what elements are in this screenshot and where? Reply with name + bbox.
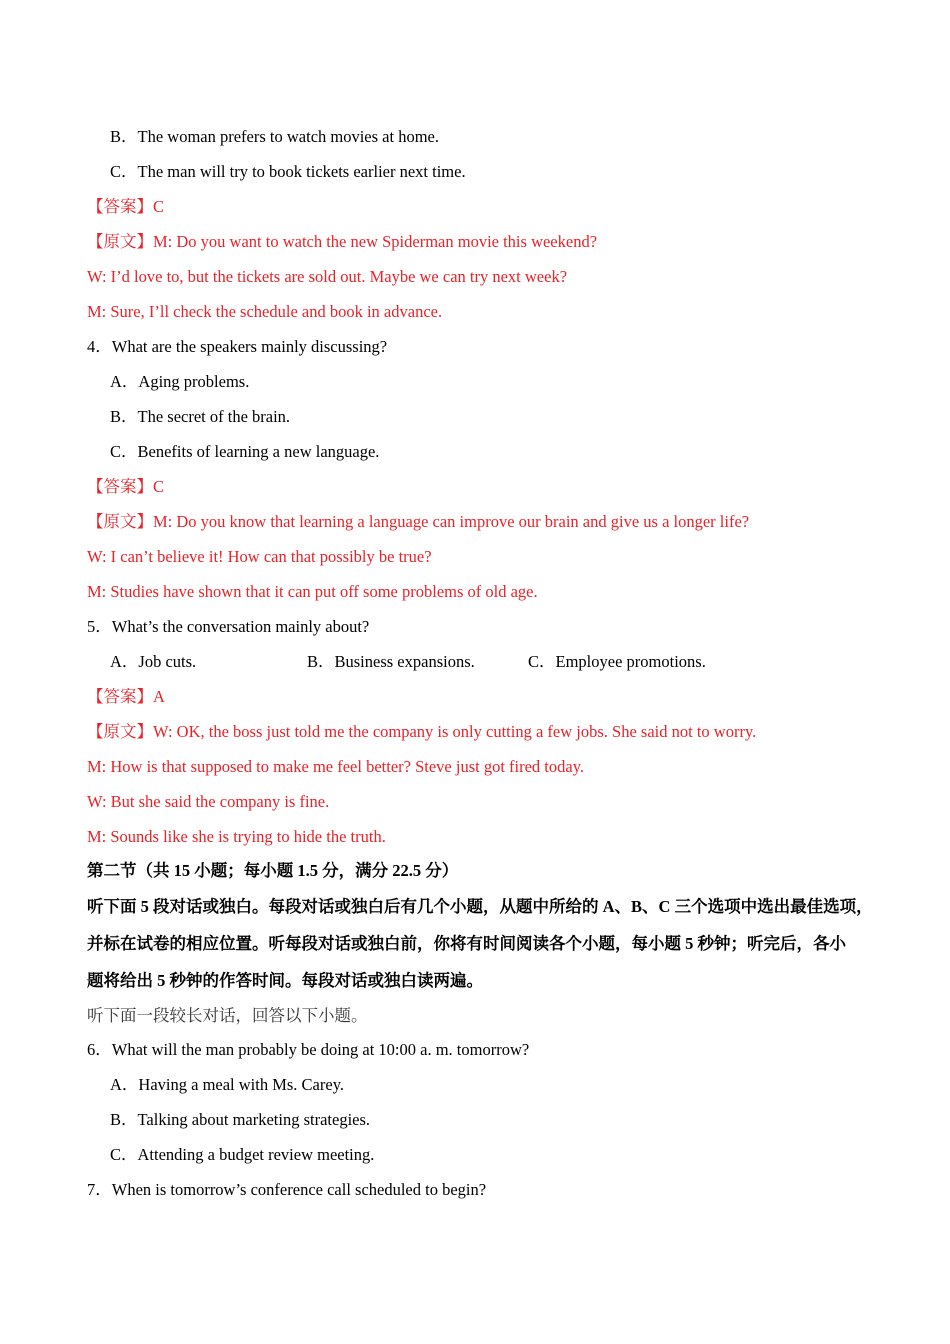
section-instruction-line: 题将给出 5 秒钟的作答时间。每段对话或独白读两遍。 (87, 971, 483, 990)
q6-option-c: C．Attending a budget review meeting. (110, 1145, 375, 1164)
q4-transcript-line (87, 512, 749, 532)
transcript-text: M: Do you know that learning a language can improve our brain and give us a longer life? (153, 512, 750, 531)
transcript-tag: 【原文】 (87, 512, 153, 531)
transcript-tag: 【原文】 (87, 722, 153, 741)
answer-tag: 【答案】 (87, 477, 153, 496)
transcript-text: W: OK, the boss just told me the company is only cutting a few jobs. She said not to worry. (153, 722, 757, 741)
q3-option-b: B．The woman prefers to watch movies at home. (110, 127, 439, 146)
q6-option-b: B．Talking about marketing strategies. (110, 1110, 371, 1129)
transcript-text: M: Do you want to watch the new Spiderman movie this weekend? (153, 232, 598, 251)
q3-transcript-line: M: Sure, I’ll check the schedule and book in advance. (87, 302, 443, 321)
q4-question: 4．What are the speakers mainly discussing? (87, 337, 388, 356)
q5-option-b: B．Business expansions. (307, 652, 475, 671)
answer-tag: 【答案】 (87, 687, 153, 706)
q5-transcript-line: M: How is that supposed to make me feel better? Steve just got fired today. (87, 757, 585, 776)
q5-transcript-line: M: Sounds like she is trying to hide the truth. (87, 827, 386, 846)
q4-transcript-line: W: I can’t believe it! How can that possibly be true? (87, 547, 432, 566)
section-instruction-line: 听下面 5 段对话或独白。每段对话或独白后有几个小题，从题中所给的 A、B、C 三个选项中选出最佳选项， (87, 897, 873, 916)
q6-question: 6．What will the man probably be doing at 10:00 a. m. tomorrow? (87, 1040, 530, 1059)
q5-option-c: C．Employee promotions. (528, 652, 706, 671)
q5-question: 5．What’s the conversation mainly about? (87, 617, 370, 636)
q5-answer (87, 687, 165, 707)
q6-option-a: A．Having a meal with Ms. Carey. (110, 1075, 345, 1094)
answer-value: C (153, 197, 165, 216)
q4-option-c: C．Benefits of learning a new language. (110, 442, 380, 461)
q5-option-a: A．Job cuts. (110, 652, 197, 671)
q3-transcript-line: W: I’d love to, but the tickets are sold out. Maybe we can try next week? (87, 267, 568, 286)
q3-transcript-line (87, 232, 597, 252)
q5-transcript-line: W: But she said the company is fine. (87, 792, 330, 811)
q4-transcript-line: M: Studies have shown that it can put off some problems of old age. (87, 582, 538, 601)
q3-answer (87, 197, 164, 217)
answer-value: C (153, 477, 165, 496)
q4-option-a: A．Aging problems. (110, 372, 250, 391)
q4-option-b: B．The secret of the brain. (110, 407, 291, 426)
q4-answer (87, 477, 164, 497)
answer-value: A (153, 687, 165, 706)
q7-question: 7．When is tomorrow’s conference call scheduled to begin? (87, 1180, 487, 1199)
sub-instruction: 听下面一段较长对话，回答以下小题。 (87, 1006, 368, 1025)
q3-option-c: C．The man will try to book tickets earlier next time. (110, 162, 466, 181)
answer-tag: 【答案】 (87, 197, 153, 216)
section-instruction-line: 并标在试卷的相应位置。听每段对话或独白前，你将有时间阅读各个小题，每小题 5 秒钟；听完后，各小 (87, 934, 846, 953)
transcript-tag: 【原文】 (87, 232, 153, 251)
section-title: 第二节（共 15 小题；每小题 1.5 分，满分 22.5 分） (87, 861, 459, 880)
q5-transcript-line (87, 722, 756, 742)
